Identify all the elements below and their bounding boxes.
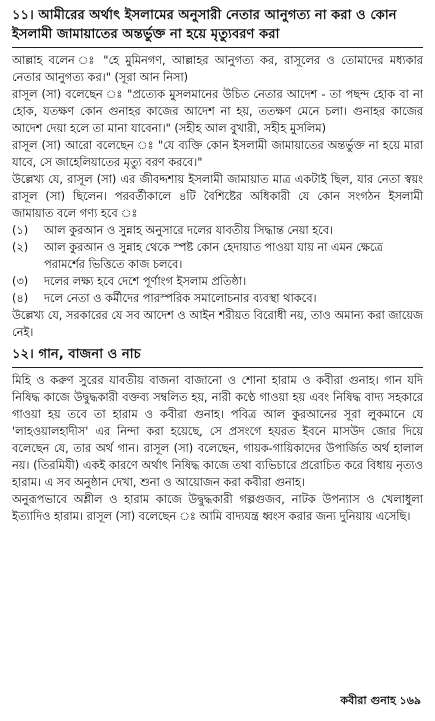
- section-12-heading: ১২। গান, বাজনা ও নাচ: [12, 345, 423, 368]
- list-item-text: দলে নেতা ও কর্মীদের পারস্পরিক সমালোচনার ব্যবস্থা থাকবে।: [44, 292, 317, 305]
- list-item: [12, 222, 423, 239]
- jamaat-criteria-list: [12, 222, 423, 307]
- list-item-number: (১): [12, 224, 29, 237]
- list-item: [12, 239, 423, 273]
- list-item-number: (৩): [12, 275, 29, 288]
- page-footer: কবীরা গুনাহ ১৬৯: [340, 694, 421, 707]
- section-11-paragraph-3: রাসূল (সা) আরো বলেছেন ঃ "যে ব্যক্তি কোন ইসলামী জামায়াতের অন্তর্ভুক্ত না হয়ে মারা যাবে, সে জাহেলিয়াতের মৃত্যু বরণ করবে।": [12, 139, 423, 169]
- section-11-paragraph-1: আল্লাহ বলেন ঃ "হে মুমিনগণ, আল্লাহর আনুগত্য কর, রাসূলের ও তোমাদের মধ্যকার নেতার আনুগত্য কর।" (সূরা আন নিসা): [12, 54, 423, 84]
- list-item: [12, 273, 423, 290]
- section-12-paragraph-2: অনুরূপভাবে অশ্লীল ও হারাম কাজে উদ্বুদ্ধকারী গল্পগুজব, নাটক উপন্যাস ও খেলাধুলা ইত্যাদিও হারাম। রাসূল (সা) বলেছেন ঃ আমি বাদ্যযন্ত্র ধ্বংস করার জন্য দুনিয়ায় এসেছি।: [12, 493, 423, 523]
- list-item-text: আল কুরআন ও সুন্নাহ অনুসারে দলের যাবতীয় সিদ্ধান্ত নেয়া হবে।: [44, 224, 334, 237]
- list-item-number: (২): [12, 241, 29, 254]
- section-11-heading: ১১। আমীরের অর্থাৎ ইসলামের অনুসারী নেতার আনুগত্য না করা ও কোন ইসলামী জামায়াতের অন্তর্ভুক্ত না হয়ে মৃত্যুবরণ করা: [12, 6, 423, 48]
- section-11-paragraph-4: উল্লেখ্য যে, রাসূল (সা) এর জীবদ্দশায় ইসলামী জামায়াত মাত্র একটাই ছিল, যার নেতা স্বয়ং রাসূল (সা) ছিলেন। পরবর্তীকালে ৪টি বৈশিষ্টের অধিকারী যে কোন সংগঠন ইসলামী জামায়াত বলে গণ্য হবে ঃ: [12, 173, 423, 220]
- section-11-closing: উল্লেখ্য যে, সরকারের যে সব আদেশ ও আইন শরীয়ত বিরোধী নয়, তাও অমান্য করা জায়েজ নেই।: [12, 309, 423, 339]
- section-12-paragraph-1: মিহি ও করুণ সুরের যাবতীয় বাজনা বাজানো ও শোনা হারাম ও কবীরা গুনাহ। গান যদি নিষিদ্ধ কাজে উদ্বুদ্ধকারী বক্তব্য সম্বলিত হয়, নারী কণ্ঠে গাওয়া হয় এবং নিষিদ্ধ বাদ্য সহকারে গাওয়া হয় তবে তা হারাম ও কবীরা গুনাহ। পবিত্র আল কুরআনের সূরা লুকমানে যে 'লাহওয়ালহাদীস' এর নিন্দা করা হয়েছে, সে প্রসংগে হযরত ইবনে মাসউদ জোর দিয়ে বলেছেন যে, তার অর্থ গান। রাসূল (সা) বলেছেন, গায়ক-গায়িকাদের উপার্জিত অর্থ হালাল নয়। (তিরমিযী) একই কারণে অর্থাৎ নিষিদ্ধ কাজে তথা ব্যভিচারে প্ররোচিত করে বিধায় নৃত্যও হারাম। এ সব অনুষ্ঠান দেখা, শুনা ও আয়োজন করা কবীরা গুনাহ।: [12, 374, 423, 489]
- section-11-paragraph-2: রাসূল (সা) বলেছেন ঃ "প্রত্যেক মুসলমানের উচিত নেতার আদেশ - তা পছন্দ হোক বা না হোক, যতক্ষণ কোন গুনাহর কাজের আদেশ না হয়, ততক্ষণ মেনে চলা। গুনাহর কাজের আদেশ দেয়া হলে তা মানা যাবেনা।" (সহীহ আল বুখারী, সহীহ মুসলিম): [12, 88, 423, 135]
- list-item-text: দলের লক্ষ্য হবে দেশে পূর্ণাংগ ইসলাম প্রতিষ্ঠা।: [44, 275, 247, 288]
- list-item-number: (৪): [12, 292, 29, 305]
- list-item-text: আল কুরআন ও সুন্নাহ থেকে স্পষ্ট কোন হেদায়াত পাওয়া যায় না এমন ক্ষেত্রে পরামর্শের ভিত্তিতে কাজ চলবে।: [44, 241, 383, 271]
- list-item: [12, 290, 423, 307]
